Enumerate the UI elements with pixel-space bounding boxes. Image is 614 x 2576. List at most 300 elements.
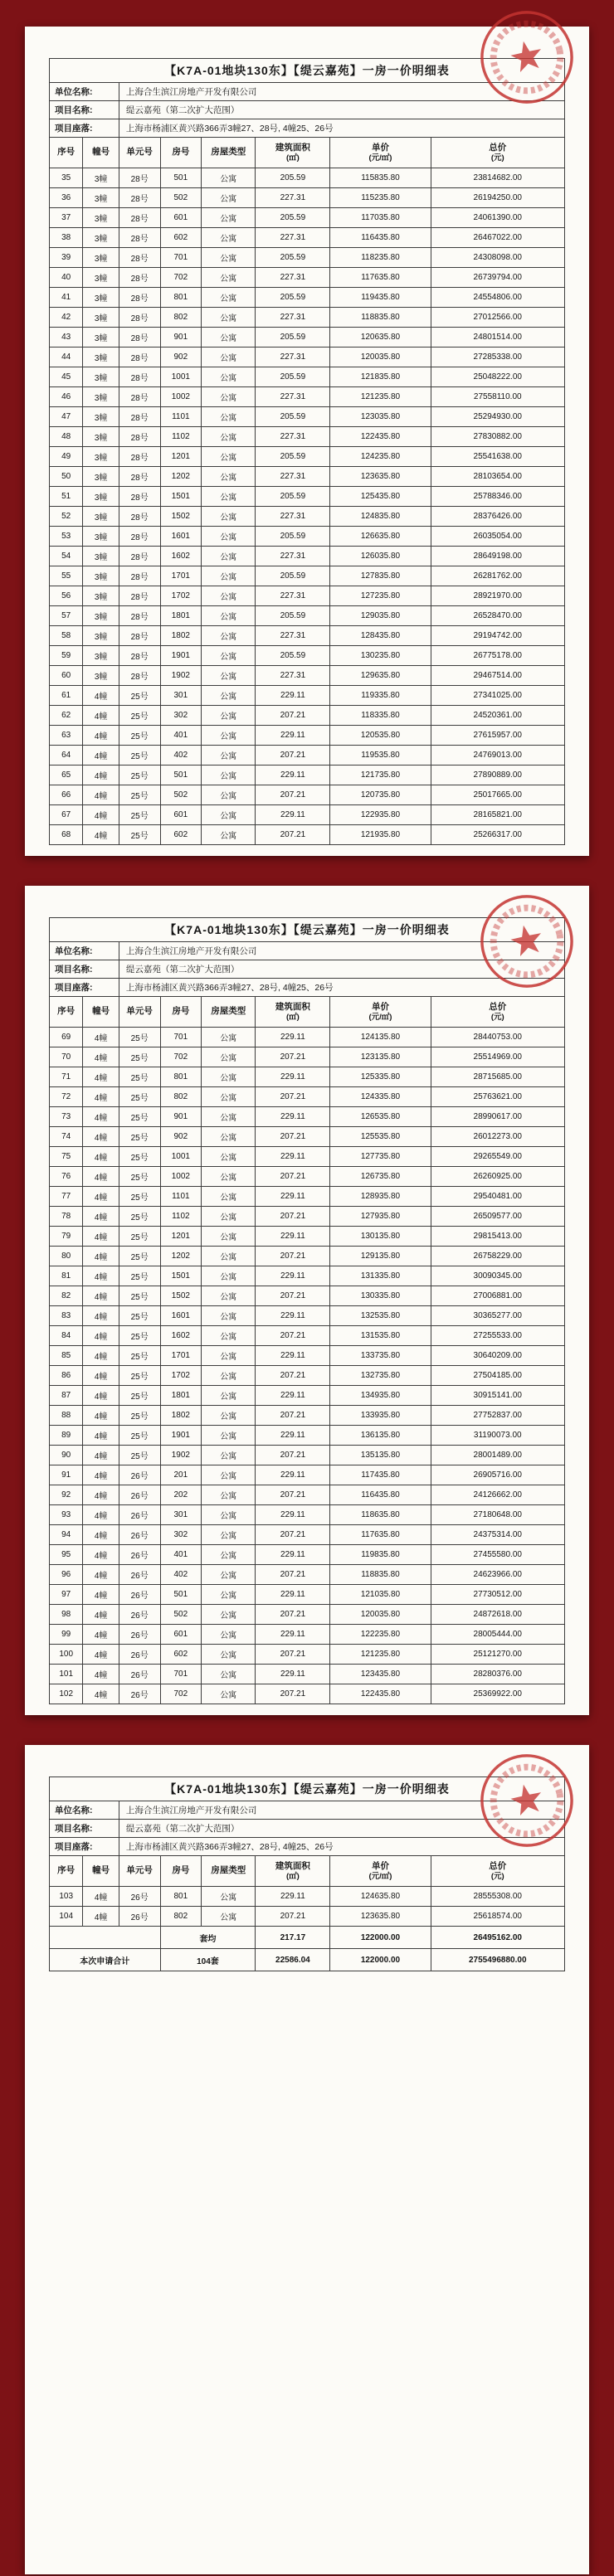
cell-building: 4幢 [83, 1207, 119, 1227]
cell-building: 4幢 [83, 1047, 119, 1067]
cell-total-price: 25369922.00 [431, 1684, 565, 1704]
cell-building: 4幢 [83, 1286, 119, 1306]
cell-unit: 28号 [119, 427, 160, 447]
cell-index: 66 [50, 785, 83, 805]
column-label: 单元号 [126, 1006, 153, 1017]
cell-room: 1802 [160, 626, 202, 646]
cell-area: 229.11 [256, 1625, 330, 1645]
cell-room: 1102 [160, 1207, 202, 1227]
cell-room: 1602 [160, 547, 202, 566]
cell-area: 229.11 [256, 686, 330, 706]
info-label: 项目座落: [50, 1838, 119, 1856]
cell-unit: 25号 [119, 1386, 160, 1406]
cell-room: 701 [160, 1665, 202, 1684]
cell-total-price: 25266317.00 [431, 825, 565, 845]
cell-building: 3幢 [83, 646, 119, 666]
table-row [50, 208, 565, 228]
cell-house-type: 公寓 [202, 1645, 256, 1665]
column-header [256, 1856, 330, 1887]
cell-index: 102 [50, 1684, 83, 1704]
cell-unit-price: 123035.80 [330, 407, 431, 427]
cell-area: 227.31 [256, 188, 330, 208]
cell-index: 35 [50, 168, 83, 188]
cell-index: 75 [50, 1147, 83, 1167]
cell-total-price: 27455580.00 [431, 1545, 565, 1565]
cell-house-type: 公寓 [202, 1187, 256, 1207]
average-label: 套均 [160, 1927, 256, 1949]
cell-unit-price: 121735.80 [330, 766, 431, 785]
column-label: 建筑面积 [275, 142, 310, 153]
column-label: 幢号 [92, 1006, 110, 1017]
column-unit: (㎡) [285, 1012, 300, 1022]
table-row [50, 487, 565, 507]
column-label: 总价 [489, 1860, 507, 1871]
cell-unit-price: 135135.80 [330, 1446, 431, 1465]
cell-area: 207.21 [256, 1446, 330, 1465]
cell-index: 55 [50, 566, 83, 586]
cell-building: 3幢 [83, 427, 119, 447]
cell-total-price: 25763621.00 [431, 1087, 565, 1107]
cell-total-price: 26905716.00 [431, 1465, 565, 1485]
table-row [50, 1067, 565, 1087]
cell-room: 801 [160, 1067, 202, 1087]
table-row [50, 1684, 565, 1704]
average-row [50, 1927, 565, 1949]
cell-unit: 26号 [119, 1907, 160, 1927]
cell-unit: 28号 [119, 407, 160, 427]
cell-house-type: 公寓 [202, 447, 256, 467]
cell-unit: 28号 [119, 387, 160, 407]
cell-room: 601 [160, 1625, 202, 1645]
cell-total-price: 25788346.00 [431, 487, 565, 507]
cell-building: 3幢 [83, 547, 119, 566]
cell-area: 207.21 [256, 1907, 330, 1927]
cell-unit: 28号 [119, 606, 160, 626]
cell-unit-price: 128435.80 [330, 626, 431, 646]
cell-room: 902 [160, 1127, 202, 1147]
cell-total-price: 25618574.00 [431, 1907, 565, 1927]
cell-unit: 25号 [119, 785, 160, 805]
cell-house-type: 公寓 [202, 606, 256, 626]
cell-room: 1901 [160, 646, 202, 666]
cell-house-type: 公寓 [202, 547, 256, 566]
cell-building: 3幢 [83, 208, 119, 228]
column-header [330, 1856, 431, 1887]
cell-house-type: 公寓 [202, 1887, 256, 1907]
cell-unit: 28号 [119, 308, 160, 328]
cell-total-price: 27255533.00 [431, 1326, 565, 1346]
cell-index: 46 [50, 387, 83, 407]
cell-area: 229.11 [256, 1887, 330, 1907]
column-unit: (元/㎡) [368, 1012, 392, 1022]
cell-house-type: 公寓 [202, 1207, 256, 1227]
cell-index: 36 [50, 188, 83, 208]
cell-unit: 26号 [119, 1545, 160, 1565]
cell-area: 207.21 [256, 1167, 330, 1187]
table-row [50, 248, 565, 268]
cell-area: 227.31 [256, 228, 330, 248]
cell-index: 56 [50, 586, 83, 606]
table-row [50, 566, 565, 586]
info-row [50, 960, 565, 979]
cell-room: 1502 [160, 507, 202, 527]
table-row [50, 646, 565, 666]
cell-building: 4幢 [83, 1625, 119, 1645]
table-row [50, 1446, 565, 1465]
cell-total-price: 29467514.00 [431, 666, 565, 686]
cell-house-type: 公寓 [202, 168, 256, 188]
cell-total-price: 28990617.00 [431, 1107, 565, 1127]
title-row [50, 59, 565, 83]
cell-total-price: 26467022.00 [431, 228, 565, 248]
cell-area: 205.59 [256, 367, 330, 387]
cell-unit: 25号 [119, 1266, 160, 1286]
cell-unit: 25号 [119, 805, 160, 825]
cell-house-type: 公寓 [202, 1406, 256, 1426]
cell-building: 4幢 [83, 1187, 119, 1207]
cell-total-price: 25121270.00 [431, 1645, 565, 1665]
cell-house-type: 公寓 [202, 746, 256, 766]
info-row [50, 942, 565, 960]
cell-room: 1801 [160, 1386, 202, 1406]
cell-room: 701 [160, 248, 202, 268]
cell-unit-price: 124835.80 [330, 507, 431, 527]
cell-unit-price: 117035.80 [330, 208, 431, 228]
column-header [330, 997, 431, 1028]
cell-index: 99 [50, 1625, 83, 1645]
cell-unit-price: 121835.80 [330, 367, 431, 387]
cell-unit-price: 122935.80 [330, 805, 431, 825]
cell-building: 4幢 [83, 1266, 119, 1286]
cell-unit: 28号 [119, 447, 160, 467]
cell-building: 3幢 [83, 626, 119, 646]
cell-total-price: 30090345.00 [431, 1266, 565, 1286]
cell-index: 88 [50, 1406, 83, 1426]
cell-building: 4幢 [83, 805, 119, 825]
summary-section [50, 1927, 565, 1971]
cell-unit: 28号 [119, 348, 160, 367]
table-row [50, 1247, 565, 1266]
column-unit: (元) [490, 1012, 504, 1022]
average-total-price: 26495162.00 [431, 1927, 565, 1949]
cell-building: 4幢 [83, 766, 119, 785]
cell-total-price: 25514969.00 [431, 1047, 565, 1067]
cell-house-type: 公寓 [202, 308, 256, 328]
info-value: 上海合生滨江房地产开发有限公司 [119, 942, 564, 960]
table-row [50, 1227, 565, 1247]
cell-total-price: 24308098.00 [431, 248, 565, 268]
cell-index: 95 [50, 1545, 83, 1565]
cell-total-price: 26194250.00 [431, 188, 565, 208]
cell-unit-price: 130135.80 [330, 1227, 431, 1247]
cell-index: 98 [50, 1605, 83, 1625]
cell-area: 229.11 [256, 766, 330, 785]
cell-room: 702 [160, 1684, 202, 1704]
cell-index: 104 [50, 1907, 83, 1927]
cell-building: 4幢 [83, 1107, 119, 1127]
cell-unit-price: 122435.80 [330, 427, 431, 447]
table-row [50, 188, 565, 208]
cell-house-type: 公寓 [202, 1446, 256, 1465]
cell-room: 301 [160, 1505, 202, 1525]
cell-total-price: 24375314.00 [431, 1525, 565, 1545]
cell-room: 401 [160, 726, 202, 746]
cell-unit-price: 126735.80 [330, 1167, 431, 1187]
cell-area: 205.59 [256, 328, 330, 348]
cell-building: 4幢 [83, 1645, 119, 1665]
column-label: 总价 [489, 142, 507, 153]
info-label: 项目名称: [50, 1820, 119, 1838]
cell-unit: 25号 [119, 1366, 160, 1386]
info-value: 上海合生滨江房地产开发有限公司 [119, 83, 564, 101]
cell-building: 3幢 [83, 168, 119, 188]
cell-unit: 28号 [119, 168, 160, 188]
cell-area: 229.11 [256, 805, 330, 825]
cell-room: 1501 [160, 487, 202, 507]
cell-unit: 25号 [119, 1446, 160, 1465]
info-row [50, 101, 565, 119]
cell-building: 3幢 [83, 228, 119, 248]
cell-unit-price: 128935.80 [330, 1187, 431, 1207]
cell-index: 37 [50, 208, 83, 228]
cell-room: 1202 [160, 1247, 202, 1266]
table-row [50, 328, 565, 348]
column-header [50, 997, 83, 1028]
cell-building: 4幢 [83, 1426, 119, 1446]
document-page-1 [25, 27, 589, 856]
cell-unit: 25号 [119, 1167, 160, 1187]
cell-area: 205.59 [256, 288, 330, 308]
cell-total-price: 24061390.00 [431, 208, 565, 228]
cell-unit-price: 136135.80 [330, 1426, 431, 1446]
cell-building: 3幢 [83, 527, 119, 547]
table-row [50, 1266, 565, 1286]
info-value: 上海市杨浦区黄兴路366弄3幢27、28号, 4幢25、26号 [119, 1838, 564, 1856]
table-row [50, 1585, 565, 1605]
cell-building: 4幢 [83, 706, 119, 726]
cell-unit-price: 116435.80 [330, 228, 431, 248]
cell-building: 3幢 [83, 348, 119, 367]
cell-index: 68 [50, 825, 83, 845]
table-row [50, 686, 565, 706]
cell-index: 40 [50, 268, 83, 288]
info-value: 上海合生滨江房地产开发有限公司 [119, 1801, 564, 1820]
cell-room: 1002 [160, 387, 202, 407]
cell-room: 702 [160, 268, 202, 288]
cell-total-price: 26281762.00 [431, 566, 565, 586]
table-row [50, 1465, 565, 1485]
cell-area: 207.21 [256, 825, 330, 845]
cell-area: 229.11 [256, 1505, 330, 1525]
cell-area: 227.31 [256, 268, 330, 288]
cell-index: 54 [50, 547, 83, 566]
column-header [202, 138, 256, 168]
cell-house-type: 公寓 [202, 1585, 256, 1605]
cell-unit-price: 115835.80 [330, 168, 431, 188]
cell-total-price: 28001489.00 [431, 1446, 565, 1465]
cell-unit-price: 119335.80 [330, 686, 431, 706]
cell-area: 229.11 [256, 1187, 330, 1207]
cell-unit: 28号 [119, 467, 160, 487]
table-row [50, 606, 565, 626]
cell-house-type: 公寓 [202, 1107, 256, 1127]
cell-index: 97 [50, 1585, 83, 1605]
cell-unit: 26号 [119, 1505, 160, 1525]
cell-unit: 28号 [119, 666, 160, 686]
cell-unit: 25号 [119, 1147, 160, 1167]
cell-index: 60 [50, 666, 83, 686]
info-value: 上海市杨浦区黄兴路366弄3幢27、28号, 4幢25、26号 [119, 979, 564, 997]
cell-unit: 28号 [119, 646, 160, 666]
cell-house-type: 公寓 [202, 1286, 256, 1306]
cell-total-price: 28715685.00 [431, 1067, 565, 1087]
cell-unit-price: 118835.80 [330, 308, 431, 328]
cell-house-type: 公寓 [202, 1127, 256, 1147]
cell-index: 79 [50, 1227, 83, 1247]
cell-area: 229.11 [256, 726, 330, 746]
cell-room: 902 [160, 348, 202, 367]
cell-building: 4幢 [83, 1326, 119, 1346]
cell-total-price: 28921970.00 [431, 586, 565, 606]
cell-building: 4幢 [83, 726, 119, 746]
cell-room: 1102 [160, 427, 202, 447]
cell-building: 3幢 [83, 566, 119, 586]
table-row [50, 228, 565, 248]
cell-building: 4幢 [83, 785, 119, 805]
cell-area: 227.31 [256, 308, 330, 328]
cell-index: 59 [50, 646, 83, 666]
cell-index: 87 [50, 1386, 83, 1406]
cell-house-type: 公寓 [202, 586, 256, 606]
table-row [50, 308, 565, 328]
cell-room: 502 [160, 188, 202, 208]
table-row [50, 586, 565, 606]
cell-unit: 28号 [119, 288, 160, 308]
cell-total-price: 25017665.00 [431, 785, 565, 805]
cell-index: 49 [50, 447, 83, 467]
cell-room: 801 [160, 288, 202, 308]
cell-house-type: 公寓 [202, 1625, 256, 1645]
cell-index: 94 [50, 1525, 83, 1545]
cell-total-price: 27006881.00 [431, 1286, 565, 1306]
cell-unit-price: 125435.80 [330, 487, 431, 507]
cell-house-type: 公寓 [202, 487, 256, 507]
cell-building: 3幢 [83, 487, 119, 507]
cell-room: 802 [160, 1087, 202, 1107]
cell-room: 1201 [160, 447, 202, 467]
cell-unit: 28号 [119, 208, 160, 228]
cell-unit-price: 123435.80 [330, 1665, 431, 1684]
cell-unit: 25号 [119, 1426, 160, 1446]
table-row [50, 1047, 565, 1067]
cell-house-type: 公寓 [202, 1907, 256, 1927]
column-header [50, 138, 83, 168]
cell-unit: 25号 [119, 1286, 160, 1306]
cell-area: 227.31 [256, 348, 330, 367]
cell-unit-price: 122235.80 [330, 1625, 431, 1645]
title-row [50, 918, 565, 942]
cell-unit-price: 120735.80 [330, 785, 431, 805]
cell-house-type: 公寓 [202, 626, 256, 646]
cell-unit: 28号 [119, 367, 160, 387]
cell-unit-price: 120035.80 [330, 1605, 431, 1625]
cell-unit: 25号 [119, 1227, 160, 1247]
table-row [50, 168, 565, 188]
cell-total-price: 26775178.00 [431, 646, 565, 666]
cell-total-price: 31190073.00 [431, 1426, 565, 1446]
cell-total-price: 27558110.00 [431, 387, 565, 407]
cell-unit: 25号 [119, 1087, 160, 1107]
cell-index: 74 [50, 1127, 83, 1147]
cell-building: 4幢 [83, 1485, 119, 1505]
cell-unit-price: 129135.80 [330, 1247, 431, 1266]
table-row [50, 527, 565, 547]
table-row [50, 507, 565, 527]
column-header [202, 1856, 256, 1887]
grand-total-amount: 2755496880.00 [431, 1949, 565, 1971]
cell-total-price: 29815413.00 [431, 1227, 565, 1247]
column-header-row [50, 1856, 565, 1887]
column-header [431, 997, 565, 1028]
info-value: 上海市杨浦区黄兴路366弄3幢27、28号, 4幢25、26号 [119, 119, 564, 138]
table-row [50, 666, 565, 686]
table-row [50, 1127, 565, 1147]
cell-unit-price: 123635.80 [330, 1907, 431, 1927]
info-row [50, 1801, 565, 1820]
cell-area: 207.21 [256, 1525, 330, 1545]
cell-total-price: 26035054.00 [431, 527, 565, 547]
column-header [83, 997, 119, 1028]
cell-house-type: 公寓 [202, 726, 256, 746]
cell-house-type: 公寓 [202, 1505, 256, 1525]
cell-room: 1602 [160, 1326, 202, 1346]
cell-building: 3幢 [83, 666, 119, 686]
cell-building: 4幢 [83, 1465, 119, 1485]
cell-unit: 28号 [119, 268, 160, 288]
table-row [50, 387, 565, 407]
cell-unit: 25号 [119, 1187, 160, 1207]
cell-building: 4幢 [83, 1565, 119, 1585]
cell-index: 57 [50, 606, 83, 626]
cell-house-type: 公寓 [202, 507, 256, 527]
cell-house-type: 公寓 [202, 1565, 256, 1585]
cell-area: 227.31 [256, 387, 330, 407]
cell-unit: 26号 [119, 1605, 160, 1625]
cell-room: 602 [160, 228, 202, 248]
cell-area: 207.21 [256, 1406, 330, 1426]
table-row [50, 1625, 565, 1645]
info-row [50, 1838, 565, 1856]
column-unit: (元/㎡) [368, 153, 392, 163]
cell-house-type: 公寓 [202, 348, 256, 367]
table-row [50, 1406, 565, 1426]
info-row [50, 119, 565, 138]
cell-room: 402 [160, 746, 202, 766]
table-row [50, 1665, 565, 1684]
cell-total-price: 28165821.00 [431, 805, 565, 825]
cell-index: 91 [50, 1465, 83, 1485]
column-header [119, 1856, 160, 1887]
cell-unit-price: 121035.80 [330, 1585, 431, 1605]
column-header [256, 997, 330, 1028]
cell-total-price: 27830882.00 [431, 427, 565, 447]
table-row [50, 746, 565, 766]
cell-house-type: 公寓 [202, 805, 256, 825]
cell-index: 81 [50, 1266, 83, 1286]
column-label: 总价 [489, 1001, 507, 1012]
data-rows-page-1 [50, 168, 565, 845]
cell-total-price: 30915141.00 [431, 1386, 565, 1406]
